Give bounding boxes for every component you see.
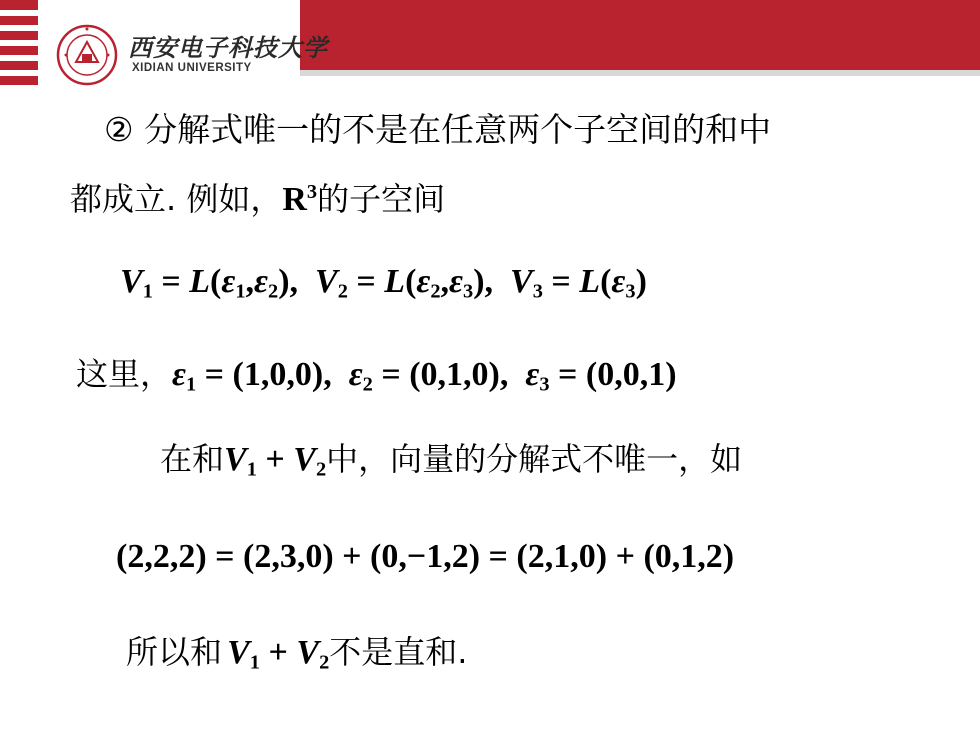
example-suffix: 的子空间 <box>317 180 446 218</box>
sum-v1-v2: $V_1 + V_2$ <box>224 441 327 481</box>
here-label: 这里， <box>76 355 173 393</box>
header-divider <box>300 70 980 76</box>
header-stripes <box>0 0 38 92</box>
basis-vectors-line <box>76 355 677 396</box>
example-prefix: 都成立. 例如， <box>70 180 283 218</box>
non-unique-line: 在和$V_1 + V_2$中，向量的分解式不唯一，如 <box>160 440 743 481</box>
header-red-bar <box>300 0 980 70</box>
university-seal-icon <box>56 24 118 86</box>
subspace-definitions: $V_1 = L(\varepsilon_1,\varepsilon_2)$, $V_2 = L(\varepsilon_2,\varepsilon_3)$, $V_3 = L(\varepsilon_3)$ <box>120 263 647 303</box>
sum-v1-v2-conclusion: $V_1 + V_2$ <box>227 634 330 674</box>
university-name-en: XIDIAN UNIVERSITY <box>132 62 252 74</box>
university-name-cn: 西安电子科技大学 <box>128 33 328 62</box>
conclusion-line: 所以和 $V_1 + V_2$不是直和. <box>126 633 468 674</box>
statement-line-2 <box>70 180 446 218</box>
r3-symbol: $R^3$ <box>282 180 318 218</box>
slide-header <box>0 0 980 92</box>
statement-line-1: ② 分解式唯一的不是在任意两个子空间的和中 <box>104 110 772 149</box>
decomposition-example: (2,2,2) = (2,3,0) + (0,−1,2) = (2,1,0) + (0,1,2) <box>116 538 735 575</box>
basis-vectors: $\varepsilon_1 = (1,0,0)$, $\varepsilon_2 = (0,1,0)$, $\varepsilon_3 = (0,0,1)$ <box>172 356 677 396</box>
